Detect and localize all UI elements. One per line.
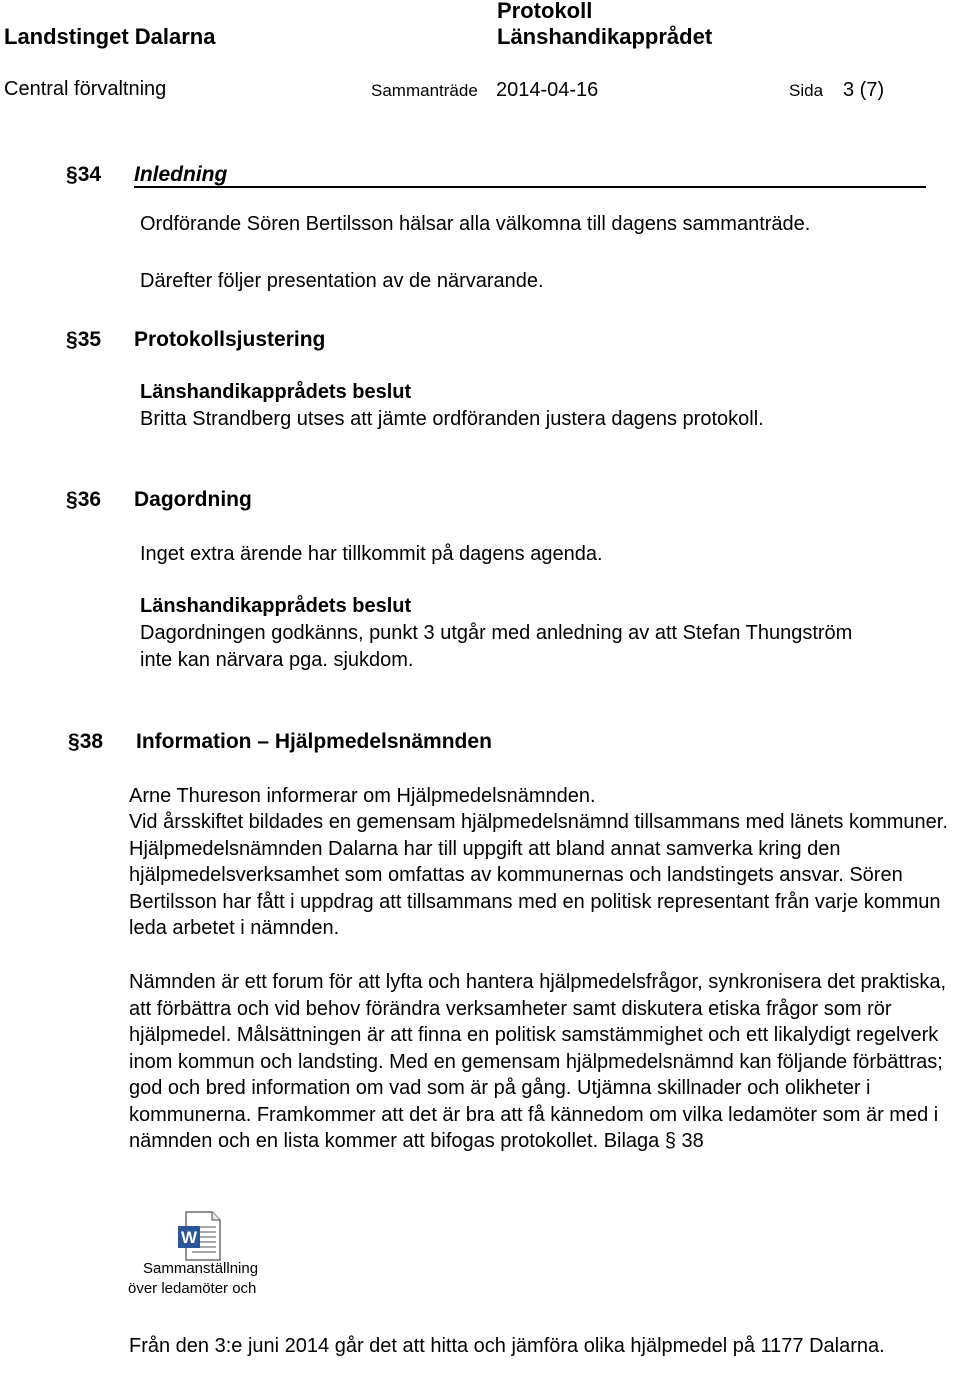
section-36-paragraph-2: Dagordningen godkänns, punkt 3 utgår med anledning av att Stefan Thungström inte kan närvara pga. sjukdom. [140, 622, 853, 671]
word-document-icon[interactable] [176, 1210, 224, 1262]
section-36-paragraph-1: Inget extra ärende har tillkommit på dagens agenda. [140, 543, 603, 565]
section-38-paragraph-1: Arne Thureson informerar om Hjälpmedelsnämnden. [129, 785, 596, 807]
section-36-title: Dagordning [134, 488, 252, 511]
section-number: 35 [77, 328, 102, 351]
section-38-paragraph-3: Nämnden är ett forum för att lyfta och hantera hjälpmedelsfrågor, synkronisera det praktiska, att förbättra och vid behov förändra verksamheter samt diskutera etiska frågor som rör hjälpmedel. Målsättningen är att finna en politisk samstämmighet och ett likalydigt regelverk inom kommun och landsting. Med en gemensam hjälpmedelsnämnd kan följande förbättras; god och bred information om vad som är på gång. Utjämna skillnader och olikheter i kommunerna. Framkommer att det är bra att få kännedom om vilka ledamöter som är med i nämnden och en lista kommer att bifogas protokollet. Bilaga § 38 [129, 971, 947, 1152]
paragraph-symbol: § [66, 163, 78, 186]
section-number: 36 [77, 488, 102, 511]
council-name: Länshandikapprådet [497, 24, 713, 49]
section-35-paragraph-1: Britta Strandberg utses att jämte ordföranden justera dagens protokoll. [140, 408, 764, 430]
section-35-title: Protokollsjustering [134, 328, 326, 351]
section-34-paragraph-2: Därefter följer presentation av de närvarande. [140, 270, 544, 292]
attachment-label-line-1[interactable]: Sammanställning [143, 1260, 259, 1277]
section-38-title: Information – Hjälpmedelsnämnden [136, 730, 492, 753]
section-34-title: Inledning [134, 163, 228, 186]
org-name: Landstinget Dalarna [4, 24, 216, 49]
section-number: 38 [79, 730, 104, 753]
section-36-heading [66, 488, 101, 512]
paragraph-symbol: § [68, 730, 80, 753]
section-36-decision-heading: Länshandikapprådets beslut [140, 595, 412, 617]
paragraph-symbol: § [66, 328, 78, 351]
page-label: Sida [789, 81, 824, 100]
section-38-heading [68, 730, 103, 754]
paragraph-symbol: § [66, 488, 78, 511]
section-38-paragraph-4: Från den 3:e juni 2014 går det att hitta och jämföra olika hjälpmedel på 1177 Dalarna. [129, 1335, 885, 1357]
meeting-label: Sammanträde [371, 81, 478, 100]
meeting-date: 2014-04-16 [496, 79, 599, 101]
doc-type: Protokoll [497, 0, 593, 23]
section-34-heading [66, 163, 101, 187]
attachment-label-line-2[interactable]: över ledamöter och [128, 1280, 257, 1297]
section-34-paragraph-1: Ordförande Sören Bertilsson hälsar alla välkomna till dagens sammanträde. [140, 213, 811, 235]
department: Central förvaltning [4, 78, 167, 100]
section-35-decision-heading: Länshandikapprådets beslut [140, 381, 412, 403]
page-number: 3 (7) [843, 79, 885, 101]
heading-underline [134, 186, 926, 188]
section-number: 34 [77, 163, 102, 186]
section-35-heading [66, 328, 101, 352]
section-38-paragraph-2: Vid årsskiftet bildades en gemensam hjälpmedelsnämnd tillsammans med länets kommuner. Hjälpmedelsnämnden Dalarna har till uppgift att bland annat samverka kring den hjälpmedelsverksamhet som omfattas av kommunernas och landstingets ansvar. Sören Bertilsson har fått i uppdrag att tillsammans med en politisk representant från varje kommun leda arbetet i nämnden. [129, 811, 948, 939]
word-icon-letter: W [180, 1228, 198, 1247]
